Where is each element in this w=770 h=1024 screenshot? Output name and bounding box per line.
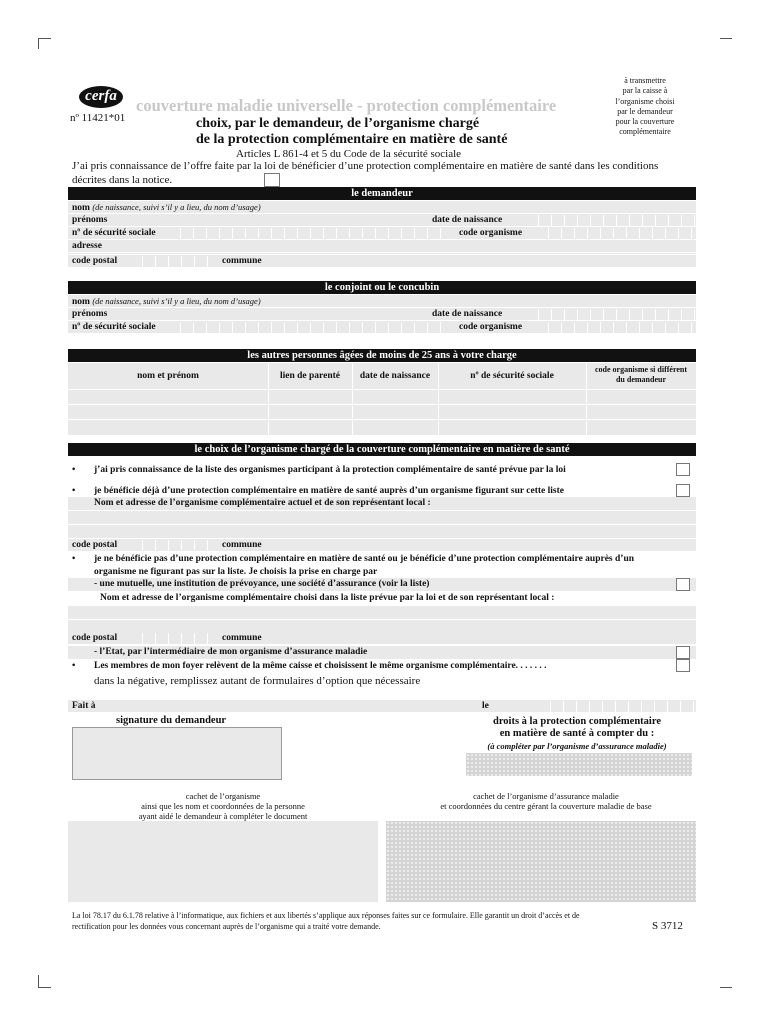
col-nom-prenom: nom et prénom: [137, 371, 199, 381]
field-code-postal-actuel[interactable]: code postal commune: [68, 539, 696, 552]
field-conjoint-nom[interactable]: nom (de naissance, suivi s’il y a lieu, du nom d’usage): [68, 295, 696, 308]
label-etat: - l’Etat, par l’intermédiaire de mon organisme d’assurance maladie: [94, 647, 368, 657]
col-date: date de naissance: [359, 371, 431, 381]
intro-text-1: J’ai pris connaissance de l’offre faite par la loi de bénéficier d’une protection complémentaire en matière de santé dans les conditions: [72, 160, 659, 172]
label-nom-adresse-actuel: Nom et adresse de l’organisme complémentaire actuel et de son représentant local :: [94, 498, 431, 508]
checkbox-mutuelle[interactable]: [676, 578, 690, 591]
crop-mark: [38, 38, 51, 49]
field-fait-a[interactable]: Fait à le: [68, 700, 696, 713]
footer-cnil-1: La loi 78.17 du 6.1.78 relative à l’informatique, aux fichiers et aux libertés s’applique aux réponses faites sur ce formulaire. Elle garantit un droit d’accès et de: [72, 911, 580, 920]
choix-item-pas: • je ne bénéficie pas d’une protection complémentaire en matière de santé ou je bénéficie d’une protection complémentaire auprès d’un: [72, 554, 635, 564]
cachet-organisme-box[interactable]: [68, 821, 378, 902]
cachet-assurance-box[interactable]: [386, 821, 696, 902]
subtitle-line-2: de la protection complémentaire en matière de santé: [196, 132, 508, 147]
intro-text-2: décrites dans la notice.: [72, 174, 173, 186]
signature-box[interactable]: [72, 727, 282, 780]
field-code-postal-choisi[interactable]: code postal commune: [68, 632, 696, 645]
field-conjoint-secu[interactable]: nº de sécurité sociale code organisme: [68, 321, 696, 334]
field-prenoms[interactable]: prénoms date de naissance: [68, 214, 696, 227]
section-header-conjoint: le conjoint ou le concubin: [68, 281, 696, 294]
field-organisme-choisi[interactable]: [68, 606, 696, 619]
section-header-choix: le choix de l’organisme chargé de la couverture complémentaire en matière de santé: [68, 443, 696, 456]
field-organisme-actuel-2[interactable]: [68, 511, 696, 524]
autres-table: [68, 363, 696, 435]
crop-mark: [720, 38, 732, 39]
field-code-postal[interactable]: code postal commune: [68, 255, 696, 268]
label-droits: droits à la protection complémentaire en matière de santé à compter du : (à compléter par l’organisme d’assurance maladie): [487, 716, 667, 751]
page-title: couverture maladie universelle - protection complémentaire: [136, 96, 557, 115]
checkbox-etat[interactable]: [676, 646, 690, 659]
checkbox-liste[interactable]: [676, 463, 690, 476]
label-cachet-organisme: cachet de l’organisme ainsi que les nom et coordonnées de la personne ayant aidé le demandeur à compléter le document: [138, 791, 308, 821]
crop-mark: [720, 987, 732, 988]
subtitle-line-1: choix, par le demandeur, de l’organisme chargé: [196, 116, 480, 131]
choix-item-deja: • je bénéficie déjà d’une protection complémentaire en matière de santé auprès d’un organisme figurant sur cette liste: [72, 486, 564, 496]
label-nom-adresse-choisi: Nom et adresse de l’organisme complémentaire choisi dans la liste prévue par la loi et de son représentant local :: [100, 593, 555, 603]
field-organisme-choisi-2[interactable]: [68, 620, 696, 632]
form-number: nº 11421*01: [70, 112, 126, 124]
cerfa-logo: cerfa: [79, 86, 123, 108]
choix-item-foyer: • Les membres de mon foyer relèvent de la même caisse et choisissent le même organisme complémentaire. . . . . . .: [72, 661, 547, 671]
field-droits-date[interactable]: [466, 753, 692, 776]
field-secu[interactable]: nº de sécurité sociale code organisme: [68, 227, 696, 240]
label-signature: signature du demandeur: [116, 715, 227, 726]
field-nom[interactable]: nom (de naissance, suivi s’il y a lieu, du nom d’usage): [68, 201, 696, 214]
label-mutuelle: - une mutuelle, une institution de prévoyance, une société d’assurance (voir la liste): [94, 579, 430, 589]
field-organisme-actuel-3[interactable]: [68, 525, 696, 538]
checkbox-foyer[interactable]: [676, 659, 690, 672]
field-conjoint-prenoms[interactable]: prénoms date de naissance: [68, 308, 696, 321]
col-secu: nº de sécurité sociale: [470, 371, 554, 381]
choix-item-pas-2: organisme ne figurant pas sur la liste. Je choisis la prise en charge par: [94, 567, 378, 577]
section-header-autres: les autres personnes âgées de moins de 25 ans à votre charge: [68, 349, 696, 362]
label-cachet-assurance: cachet de l’organisme d’assurance maladie et coordonnées du centre gérant la couverture maladie de base: [440, 791, 652, 811]
label-negative: dans la négative, remplissez autant de formulaires d’option que nécessaire: [94, 675, 421, 687]
col-lien: lien de parenté: [280, 371, 340, 381]
articles-text: Articles L 861-4 et 5 du Code de la sécurité sociale: [236, 148, 462, 160]
section-header-demandeur: le demandeur: [68, 187, 696, 200]
col-code: code organisme si différent du demandeur: [594, 365, 688, 384]
crop-mark: [38, 975, 51, 988]
field-adresse[interactable]: adresse: [68, 240, 696, 253]
checkbox-deja[interactable]: [676, 484, 690, 497]
intro-checkbox[interactable]: [264, 173, 280, 187]
header-note: à transmettre par la caisse à l’organisme choisi par le demandeur pour la couverture complémentaire: [615, 76, 675, 137]
form-code: S 3712: [652, 920, 683, 932]
choix-item-liste: • j’ai pris connaissance de la liste des organismes participant à la protection complémentaire de santé prévue par la loi: [72, 465, 566, 475]
footer-cnil-2: rectification pour les données vous concernant auprès de l’organisme qui a traité votre demande.: [72, 922, 381, 931]
